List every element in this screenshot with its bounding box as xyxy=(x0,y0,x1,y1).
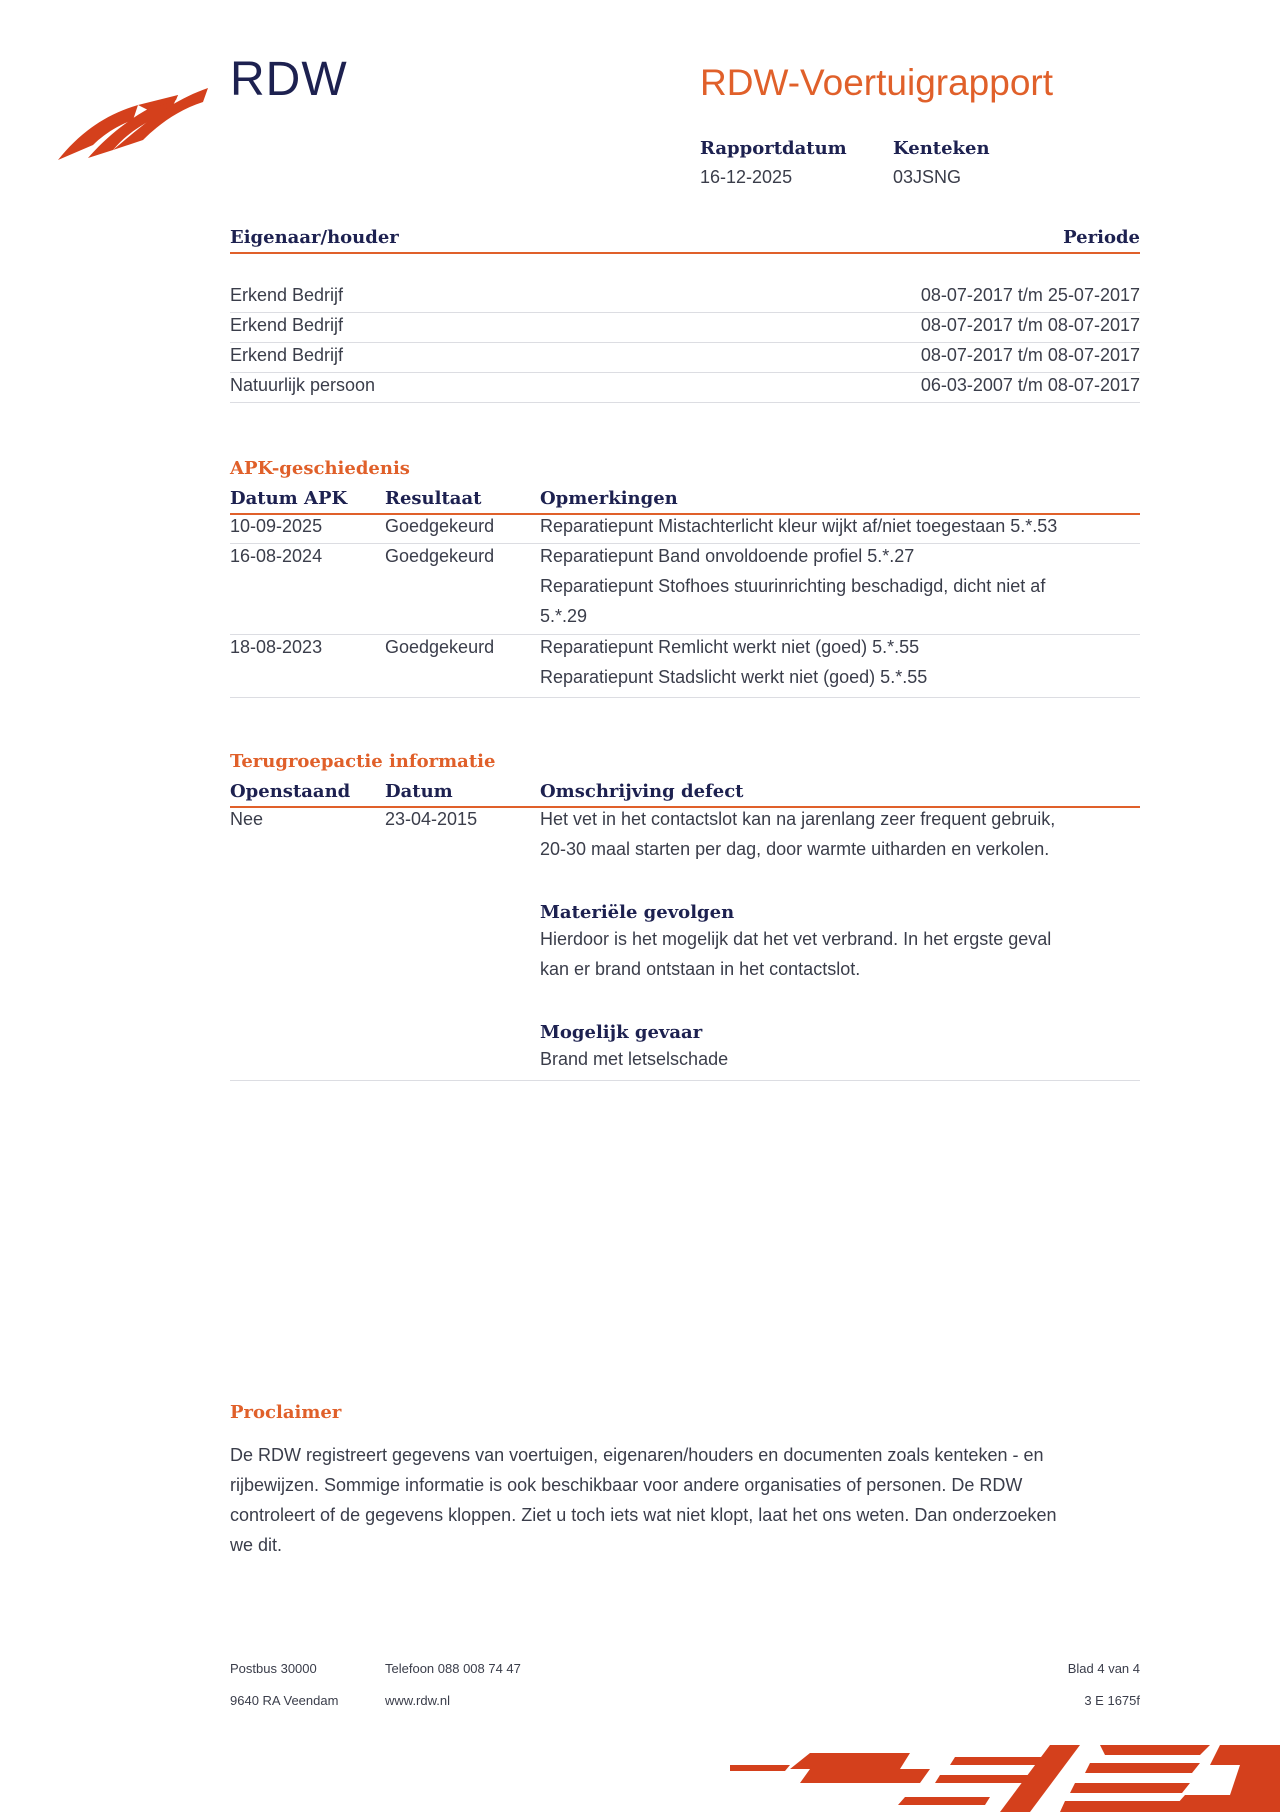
row-divider xyxy=(230,697,1140,698)
danger-text: Brand met letselschade xyxy=(540,1049,729,1069)
proclaimer-line: De RDW registreert gegevens van voertuigen, eigenaren/houders en documenten zoals kenteken - en xyxy=(230,1445,1044,1465)
apk-section-title: APK-geschiedenis xyxy=(230,458,410,479)
recall-open-cell: Nee xyxy=(230,809,264,829)
row-divider xyxy=(230,1080,1140,1081)
recall-defect-line: 20-30 maal starten per dag, door warmte uitharden en verkolen. xyxy=(540,839,1050,859)
consequences-title: Materiële gevolgen xyxy=(540,902,735,923)
plate-label: Kenteken xyxy=(893,138,990,159)
owner-cell: Erkend Bedrijf xyxy=(230,285,344,305)
apk-result-cell: Goedgekeurd xyxy=(385,637,495,657)
apk-result-cell: Goedgekeurd xyxy=(385,546,495,566)
footer-postbus: Postbus 30000 xyxy=(230,1661,317,1676)
apk-remark-cell: Reparatiepunt Stofhoes stuurinrichting beschadigd, dicht niet af xyxy=(540,576,1046,596)
consequences-line: kan er brand ontstaan in het contactslot. xyxy=(540,959,861,979)
report-title: RDW-Voertuigrapport xyxy=(700,62,1054,103)
rdw-logo-text: RDW xyxy=(230,53,348,106)
consequences-line: Hierdoor is het mogelijk dat het vet verbrand. In het ergste geval xyxy=(540,929,1052,949)
apk-result-column-header: Resultaat xyxy=(385,488,482,509)
proclaimer-line: controleert of de gegevens kloppen. Ziet u toch iets wat niet klopt, laat het ons weten. Dan onderzoeken xyxy=(230,1505,1057,1525)
footer-page-number: Blad 4 van 4 xyxy=(1067,1661,1140,1676)
apk-date-cell: 16-08-2024 xyxy=(230,546,323,566)
recall-section-title: Terugroepactie informatie xyxy=(230,751,496,772)
recall-defect-column-header: Omschrijving defect xyxy=(540,781,744,802)
apk-header-rule xyxy=(230,513,1140,515)
report-date-label: Rapportdatum xyxy=(700,138,847,159)
plate-value: 03JSNG xyxy=(893,167,962,187)
rdw-stripes-icon xyxy=(730,1735,1280,1812)
row-divider xyxy=(230,402,1140,403)
row-divider xyxy=(230,634,1140,635)
danger-title: Mogelijk gevaar xyxy=(540,1022,703,1043)
footer-website[interactable]: www.rdw.nl xyxy=(385,1693,451,1708)
row-divider xyxy=(230,342,1140,343)
period-cell: 06-03-2007 t/m 08-07-2017 xyxy=(920,375,1140,395)
footer-code: 3 E 1675f xyxy=(1084,1693,1140,1708)
apk-remark-cell: Reparatiepunt Mistachterlicht kleur wijkt af/niet toegestaan 5.*.53 xyxy=(540,516,1058,536)
period-cell: 08-07-2017 t/m 08-07-2017 xyxy=(920,345,1140,365)
footer-phone: Telefoon 088 008 74 47 xyxy=(385,1661,521,1676)
proclaimer-line: rijbewijzen. Sommige informatie is ook beschikbaar voor andere organisaties of personen. De RDW xyxy=(230,1475,1023,1495)
owner-cell: Erkend Bedrijf xyxy=(230,345,344,365)
apk-date-cell: 18-08-2023 xyxy=(230,637,323,657)
proclaimer-title: Proclaimer xyxy=(230,1402,342,1423)
row-divider xyxy=(230,543,1140,544)
row-divider xyxy=(230,312,1140,313)
owners-header-rule xyxy=(230,252,1140,254)
apk-remarks-column-header: Opmerkingen xyxy=(540,488,678,509)
apk-date-column-header: Datum APK xyxy=(230,488,348,509)
recall-header-rule xyxy=(230,806,1140,808)
report-date-value: 16-12-2025 xyxy=(700,167,793,187)
apk-remark-cell: Reparatiepunt Stadslicht werkt niet (goed) 5.*.55 xyxy=(540,667,928,687)
row-divider xyxy=(230,372,1140,373)
rdw-logo-mark-icon xyxy=(58,80,208,162)
apk-remark-cell: Reparatiepunt Band onvoldoende profiel 5.*.27 xyxy=(540,546,915,566)
owner-column-header: Eigenaar/houder xyxy=(230,227,399,248)
owner-cell: Erkend Bedrijf xyxy=(230,315,344,335)
apk-remark-cell: 5.*.29 xyxy=(540,606,588,626)
recall-defect-line: Het vet in het contactslot kan na jarenlang zeer frequent gebruik, xyxy=(540,809,1056,829)
apk-result-cell: Goedgekeurd xyxy=(385,516,495,536)
period-cell: 08-07-2017 t/m 08-07-2017 xyxy=(920,315,1140,335)
proclaimer-line: we dit. xyxy=(230,1535,283,1555)
footer-address: 9640 RA Veendam xyxy=(230,1693,339,1708)
owner-cell: Natuurlijk persoon xyxy=(230,375,376,395)
apk-date-cell: 10-09-2025 xyxy=(230,516,323,536)
period-column-header: Periode xyxy=(1063,227,1140,248)
recall-date-column-header: Datum xyxy=(385,781,453,802)
period-cell: 08-07-2017 t/m 25-07-2017 xyxy=(920,285,1140,305)
recall-date-cell: 23-04-2015 xyxy=(385,809,478,829)
recall-open-column-header: Openstaand xyxy=(230,781,351,802)
apk-remark-cell: Reparatiepunt Remlicht werkt niet (goed) 5.*.55 xyxy=(540,637,920,657)
